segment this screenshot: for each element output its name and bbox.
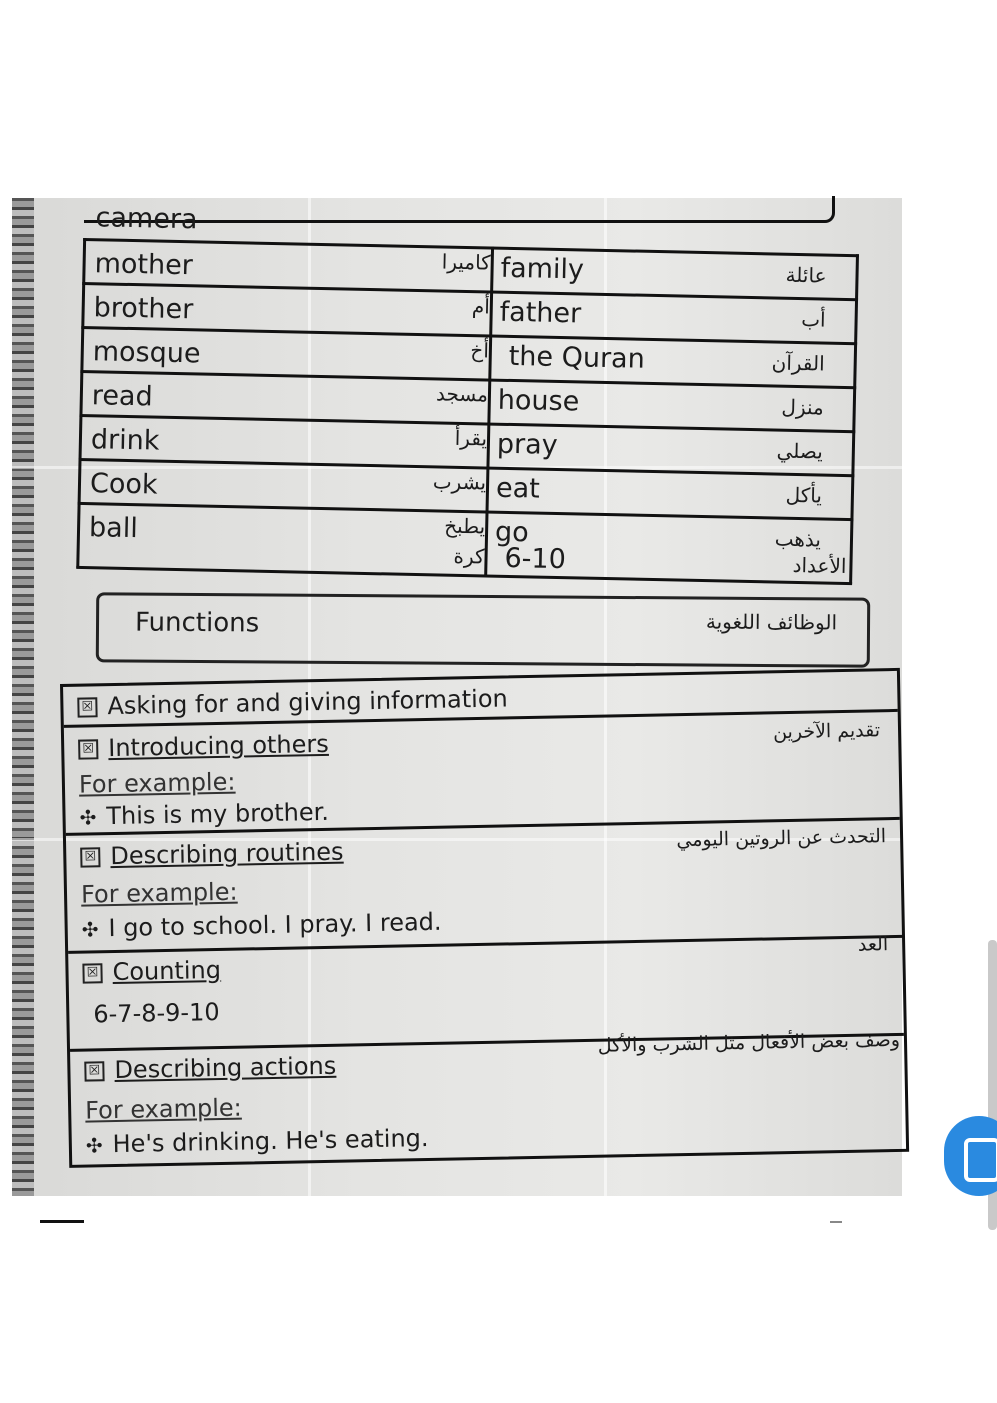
vocab-translation: مسجد bbox=[435, 381, 489, 407]
example-label: For example: bbox=[84, 1093, 242, 1125]
function-routines bbox=[80, 838, 344, 871]
function-label: Describing routines bbox=[110, 837, 344, 871]
vocab-word: house bbox=[497, 384, 580, 418]
vocab-word: eat bbox=[495, 472, 541, 505]
vocab-word: brother bbox=[93, 292, 194, 326]
vocab-translation: يذهب bbox=[774, 526, 822, 552]
function-arabic: العد bbox=[857, 933, 889, 956]
vocab-translation: الأعداد bbox=[792, 552, 847, 579]
checkbox-icon: ☒ bbox=[77, 697, 97, 717]
floating-action-button[interactable] bbox=[944, 1116, 997, 1196]
function-arabic: تقديم الآخرين bbox=[772, 719, 881, 744]
vocab-word: go bbox=[494, 516, 530, 549]
vocabulary-table bbox=[76, 198, 868, 586]
vocab-translation: أم bbox=[471, 294, 491, 319]
functions-title-arabic: الوظائف اللغوية bbox=[705, 609, 838, 635]
function-label: Introducing others bbox=[107, 729, 330, 763]
divider bbox=[830, 1221, 842, 1223]
functions-header bbox=[96, 592, 870, 667]
function-introducing bbox=[78, 730, 329, 763]
spiral-binding bbox=[12, 198, 34, 1196]
vocab-word: Cook bbox=[89, 468, 158, 501]
vocab-translation: منزل bbox=[781, 394, 825, 420]
function-arabic: وصف بعض الأفعال مثل الشرب والأكل bbox=[597, 1028, 901, 1057]
function-label: Asking for and giving information bbox=[107, 684, 508, 721]
vocab-word: family bbox=[500, 252, 585, 286]
vocab-translation: أخ bbox=[470, 338, 490, 363]
checkbox-icon: ☒ bbox=[80, 847, 100, 867]
vocab-translation: يصلي bbox=[776, 438, 824, 464]
vocab-translation: كرة bbox=[453, 543, 485, 569]
vocab-translation: يأكل bbox=[785, 482, 823, 508]
vocab-translation: أب bbox=[800, 307, 826, 332]
vocab-word: drink bbox=[90, 424, 160, 457]
bullet-icon: ✣ bbox=[79, 805, 97, 830]
example-text: This is my brother. bbox=[106, 797, 330, 831]
example-label: For example: bbox=[80, 877, 238, 909]
vocab-word: pray bbox=[496, 428, 559, 461]
example-sentence bbox=[79, 798, 329, 831]
vocab-word: father bbox=[499, 296, 582, 330]
vocab-word: the Quran bbox=[508, 340, 646, 375]
vocab-translation: يشرب bbox=[432, 469, 487, 495]
function-counting bbox=[82, 956, 221, 987]
vocab-word: mother bbox=[94, 248, 194, 282]
vocab-word: mosque bbox=[92, 336, 201, 370]
vocab-translation: كاميرا bbox=[441, 249, 491, 275]
function-asking bbox=[77, 684, 508, 720]
example-sentence bbox=[81, 908, 441, 943]
function-label: Describing actions bbox=[114, 1051, 337, 1085]
counting-example: 6-7-8-9-10 bbox=[93, 997, 220, 1029]
example-sentence bbox=[86, 1124, 429, 1159]
checkbox-icon: ☒ bbox=[84, 1061, 104, 1081]
functions-table bbox=[60, 668, 909, 1168]
bullet-icon: ✣ bbox=[85, 1133, 103, 1158]
vocab-word: 6-10 bbox=[504, 542, 567, 576]
functions-title: Functions bbox=[134, 607, 260, 639]
checkbox-icon: ☒ bbox=[82, 963, 102, 983]
vocab-translation: عائلة bbox=[785, 262, 827, 288]
function-label: Counting bbox=[112, 955, 222, 987]
function-actions bbox=[84, 1052, 336, 1085]
menu-icon[interactable] bbox=[40, 1220, 84, 1223]
example-text: I go to school. I pray. I read. bbox=[108, 907, 442, 943]
bullet-icon: ✣ bbox=[81, 917, 99, 942]
checkbox-icon: ☒ bbox=[78, 739, 98, 759]
function-arabic: التحدث عن الروتين اليومي bbox=[676, 825, 887, 852]
vocab-word: read bbox=[91, 380, 153, 413]
copy-icon bbox=[964, 1138, 997, 1182]
vocab-translation: القرآن bbox=[771, 350, 825, 376]
example-text: He's drinking. He's eating. bbox=[112, 1124, 429, 1159]
vocab-translation: يطبخ bbox=[444, 513, 486, 539]
vocab-word: ball bbox=[88, 512, 139, 545]
vocab-top-word: camera bbox=[95, 202, 198, 236]
vocab-translation: يقرأ bbox=[454, 425, 488, 451]
example-label: For example: bbox=[78, 767, 236, 799]
